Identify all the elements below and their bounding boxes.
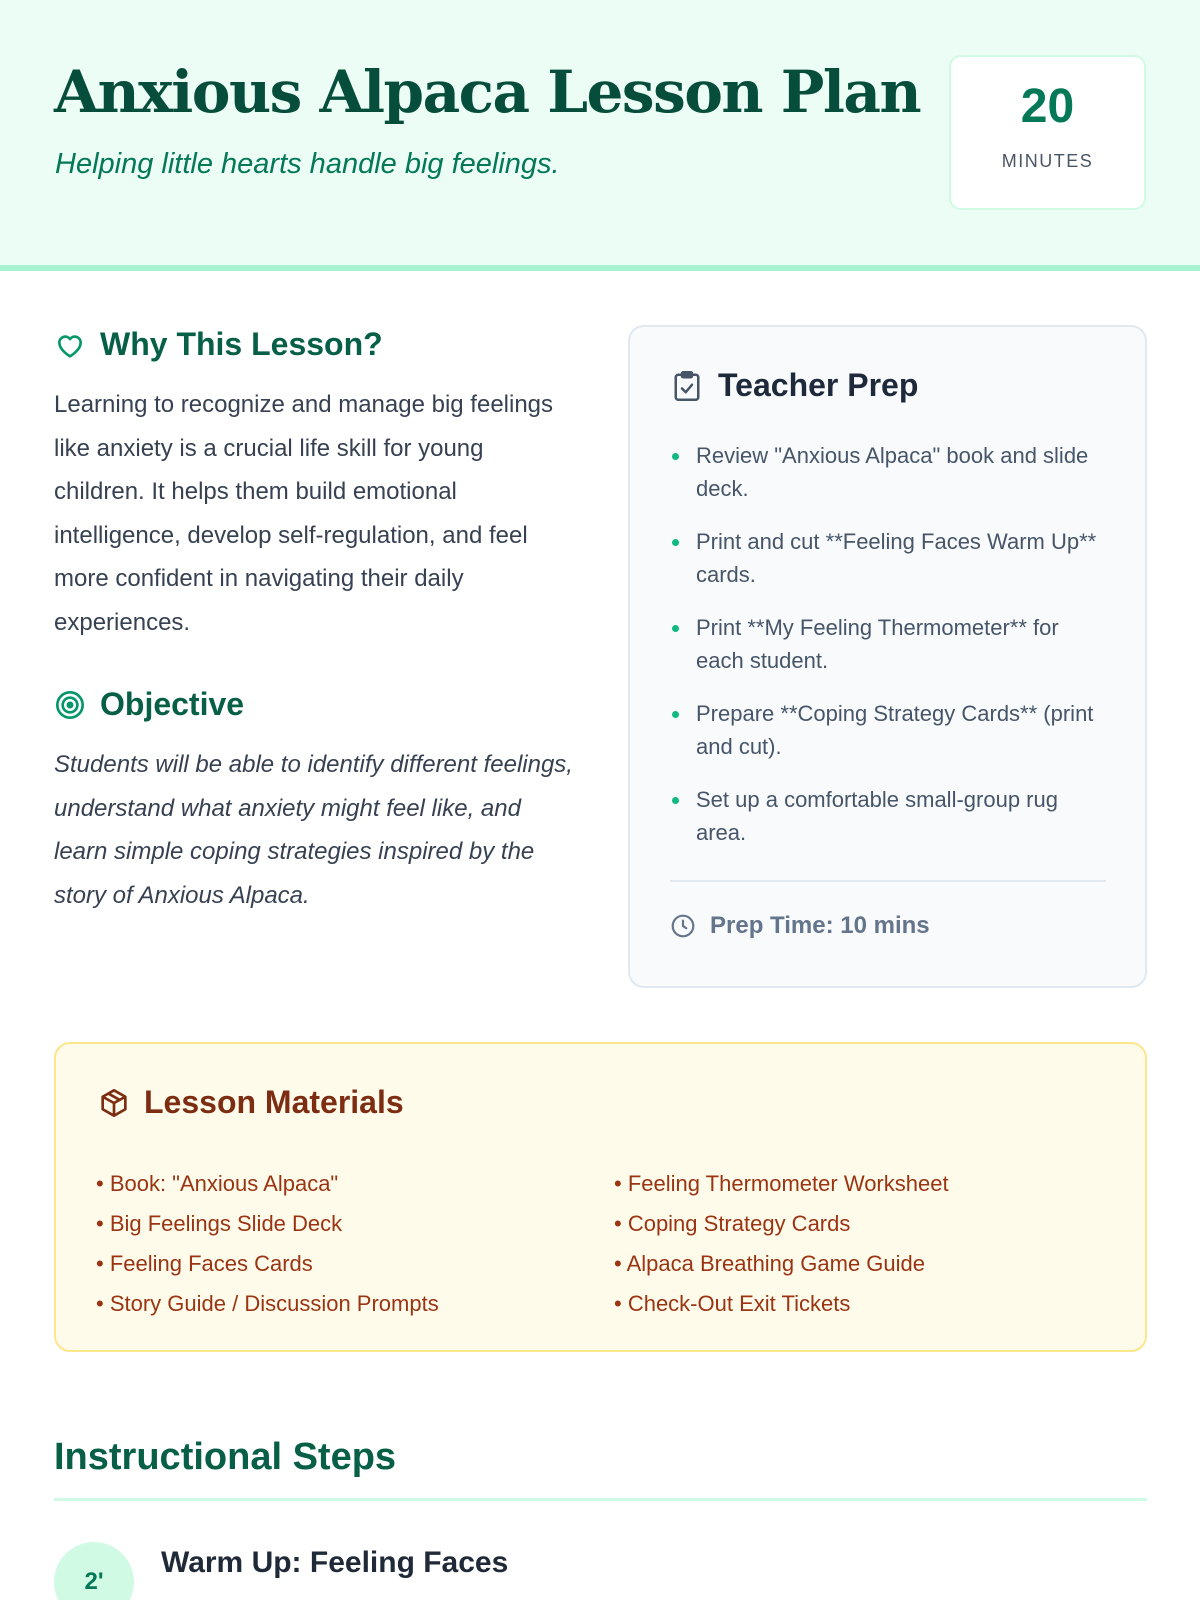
objective-title-text: Objective (100, 686, 245, 722)
duration-value: 20 (1020, 80, 1075, 133)
steps-title: Instructional Steps (54, 1436, 397, 1478)
duration-card (949, 55, 1146, 210)
prep-item: Review "Anxious Alpaca" book and slide deck. (670, 439, 1110, 505)
clipboard-check-icon (672, 369, 702, 403)
materials-title-text: Lesson Materials (144, 1084, 404, 1120)
heart-icon (54, 329, 86, 361)
material-item: • Story Guide / Discussion Prompts (96, 1291, 439, 1316)
step-duration-badge: 2' (54, 1542, 134, 1600)
duration-unit: MINUTES (1001, 151, 1094, 171)
why-title-text: Why This Lesson? (100, 326, 383, 362)
prep-divider (670, 880, 1106, 882)
clock-icon (670, 913, 696, 939)
prep-item: Prepare **Coping Strategy Cards** (print and cut). (670, 697, 1110, 763)
objective-section-title (54, 686, 244, 723)
page-subtitle: Helping little hearts handle big feelings. (55, 148, 560, 180)
prep-item: Set up a comfortable small-group rug area. (670, 783, 1110, 849)
steps-divider (54, 1498, 1147, 1501)
page-title: Anxious Alpaca Lesson Plan (54, 58, 921, 126)
objective-text: Students will be able to identify different feelings, understand what anxiety might feel like, and learn simple coping strategies inspired by the story of Anxious Alpaca. (54, 751, 573, 909)
lesson-header (0, 0, 1200, 271)
lesson-materials-card (54, 1042, 1147, 1352)
box-icon (98, 1087, 130, 1119)
material-item: • Check-Out Exit Tickets (614, 1291, 851, 1316)
prep-item: Print and cut **Feeling Faces Warm Up** cards. (670, 525, 1110, 591)
prep-list (670, 439, 1110, 869)
material-item: • Feeling Faces Cards (96, 1251, 313, 1276)
material-item: • Alpaca Breathing Game Guide (614, 1251, 925, 1276)
material-item: • Coping Strategy Cards (614, 1211, 851, 1236)
prep-time (670, 912, 930, 940)
prep-title-text: Teacher Prep (718, 367, 919, 403)
prep-title (672, 367, 918, 404)
material-item: • Feeling Thermometer Worksheet (614, 1171, 949, 1196)
material-item: • Big Feelings Slide Deck (96, 1211, 343, 1236)
materials-title (98, 1084, 404, 1121)
material-item: • Book: "Anxious Alpaca" (96, 1171, 339, 1196)
materials-list-right (614, 1164, 949, 1324)
materials-list-left (96, 1164, 439, 1324)
prep-item: Print **My Feeling Thermometer** for each student. (670, 611, 1110, 677)
teacher-prep-card (628, 325, 1147, 988)
step-title: Warm Up: Feeling Faces (161, 1546, 509, 1579)
why-text: Learning to recognize and manage big feelings like anxiety is a crucial life skill for young children. It helps them build emotional intelligence, develop self-regulation, and feel more confident in navigating their daily experiences. (54, 391, 554, 636)
target-icon (54, 689, 86, 721)
prep-time-text: Prep Time: 10 mins (710, 912, 930, 939)
why-section-title (54, 326, 383, 363)
